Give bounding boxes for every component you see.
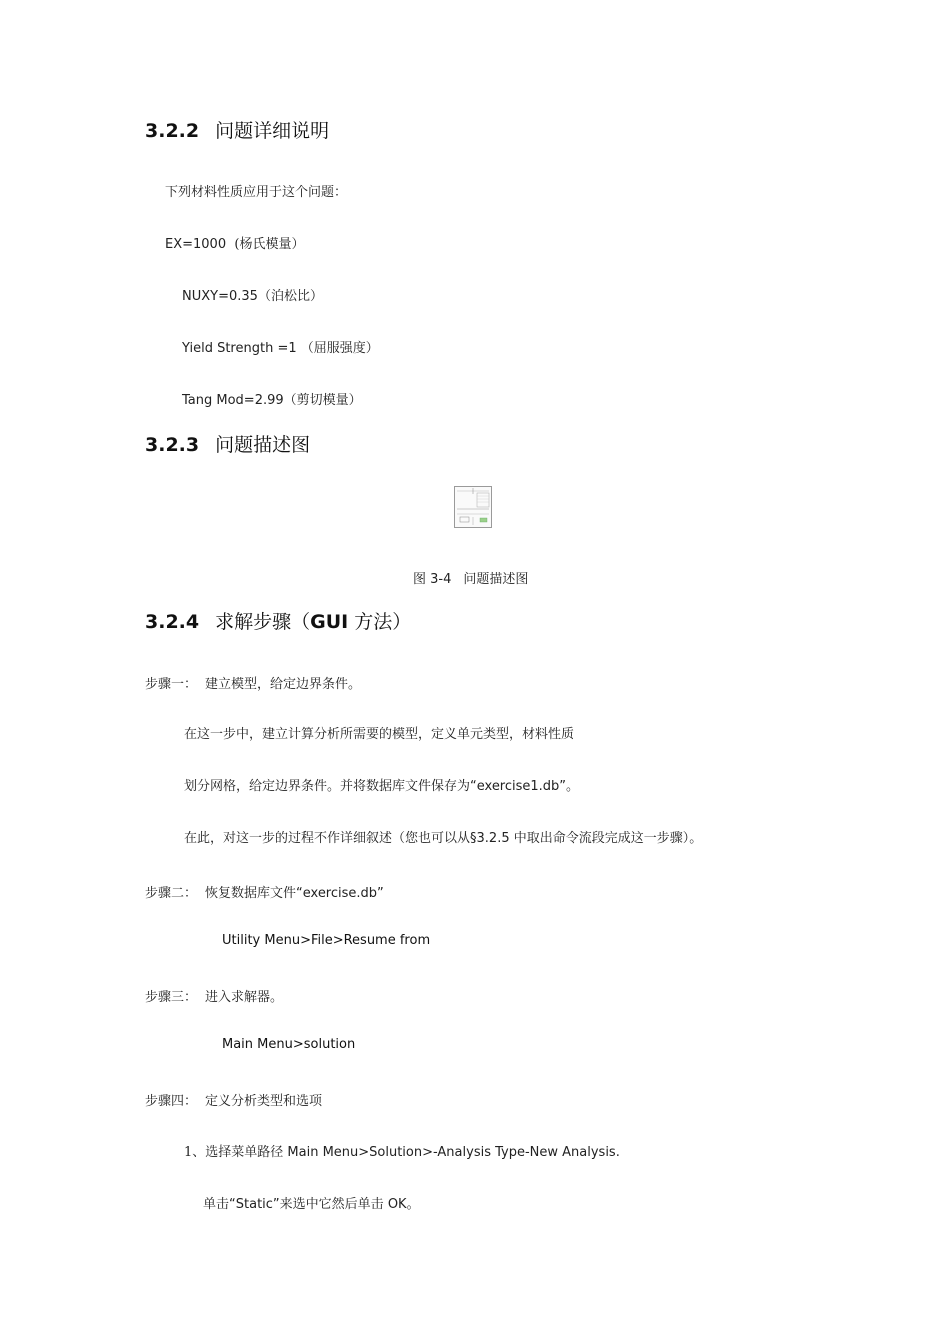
section-number: 3.2.3 (145, 434, 200, 456)
step-2-command: Utility Menu>File>Resume from (222, 933, 431, 948)
material-ex (165, 233, 304, 252)
step-1-para-1: 在这一步中，建立计算分析所需要的模型，定义单元类型，材料性质 (184, 727, 575, 742)
step-1-para-3-end: 中取出命令流段完成这一步骤）。 (509, 831, 703, 846)
materials-intro: 下列材料性质应用于这个问题： (165, 185, 348, 200)
step-1-para-3-text: 在此，对这一步的过程不作详细叙述（您也可以从 (184, 831, 471, 846)
step-4-item-1 (184, 1141, 620, 1160)
step-1-filename: “exercise1.db” (470, 779, 567, 794)
section-heading-324 (145, 607, 411, 634)
step-1-section-ref: §3.2.5 (470, 831, 510, 846)
step-3 (145, 986, 283, 1005)
section-number: 3.2.2 (145, 120, 200, 142)
step-4-item-2-text: 单击 (203, 1197, 230, 1212)
step-1-para-2-end: 。 (566, 779, 580, 794)
step-2-label: 步骤二： (145, 886, 198, 901)
section-title: 问题描述图 (215, 434, 311, 456)
figure-thumbnail-graphic (455, 487, 491, 527)
step-1-para-3 (184, 827, 702, 846)
step-1 (145, 673, 361, 692)
material-yield-note: （屈服强度） (296, 341, 379, 356)
step-4-item-2 (203, 1193, 420, 1212)
material-yield-value: Yield Strength =1 (182, 341, 297, 356)
step-1-para-2 (184, 775, 579, 794)
step-4-menu-path: Main Menu>Solution>-Analysis Type-New Analysis. (287, 1145, 620, 1160)
material-yield (182, 337, 379, 356)
figure-caption (413, 568, 528, 587)
step-3-text: 进入求解器。 (205, 990, 284, 1005)
step-4-item-1-text: 1、选择菜单路径 (184, 1145, 288, 1160)
section-title-c: 方法） (348, 611, 412, 633)
step-2-text: 恢复数据库文件 (205, 886, 297, 901)
step-4-text: 定义分析类型和选项 (205, 1094, 323, 1109)
step-2 (145, 882, 384, 901)
section-heading-322 (145, 116, 329, 143)
material-ex-value: EX=1000 (165, 237, 227, 252)
material-nuxy-value: NUXY=0.35 (182, 289, 258, 304)
section-heading-323 (145, 430, 310, 457)
material-tang-value: Tang Mod=2.99 (182, 393, 284, 408)
figure-thumbnail (454, 486, 492, 528)
step-4-label: 步骤四： (145, 1094, 198, 1109)
section-title-a: 求解步骤（ (215, 611, 311, 633)
step-4 (145, 1090, 322, 1109)
step-4-static-option: “Static” (229, 1197, 280, 1212)
step-1-label: 步骤一： (145, 677, 198, 692)
step-4-item-2-end: 。 (406, 1197, 420, 1212)
section-title-gui: GUI (310, 611, 349, 633)
section-number: 3.2.4 (145, 611, 200, 633)
step-4-item-2-mid: 来选中它然后单击 (279, 1197, 388, 1212)
step-3-command: Main Menu>solution (222, 1037, 356, 1052)
material-tang-note: （剪切模量） (283, 393, 362, 408)
figure-caption-text: 问题描述图 (463, 572, 529, 587)
material-nuxy-note: （泊松比） (257, 289, 323, 304)
material-ex-note: (杨氏模量） (226, 237, 305, 252)
step-2-filename: “exercise.db” (296, 886, 384, 901)
material-tang (182, 389, 362, 408)
figure-caption-label: 图 3-4 (413, 572, 452, 587)
step-1-text: 建立模型，给定边界条件。 (205, 677, 362, 692)
section-title: 问题详细说明 (215, 120, 330, 142)
step-4-ok-ref: OK (387, 1197, 407, 1212)
step-3-label: 步骤三： (145, 990, 198, 1005)
step-1-para-2-text: 划分网格，给定边界条件。并将数据库文件保存为 (184, 779, 471, 794)
material-nuxy (182, 285, 323, 304)
